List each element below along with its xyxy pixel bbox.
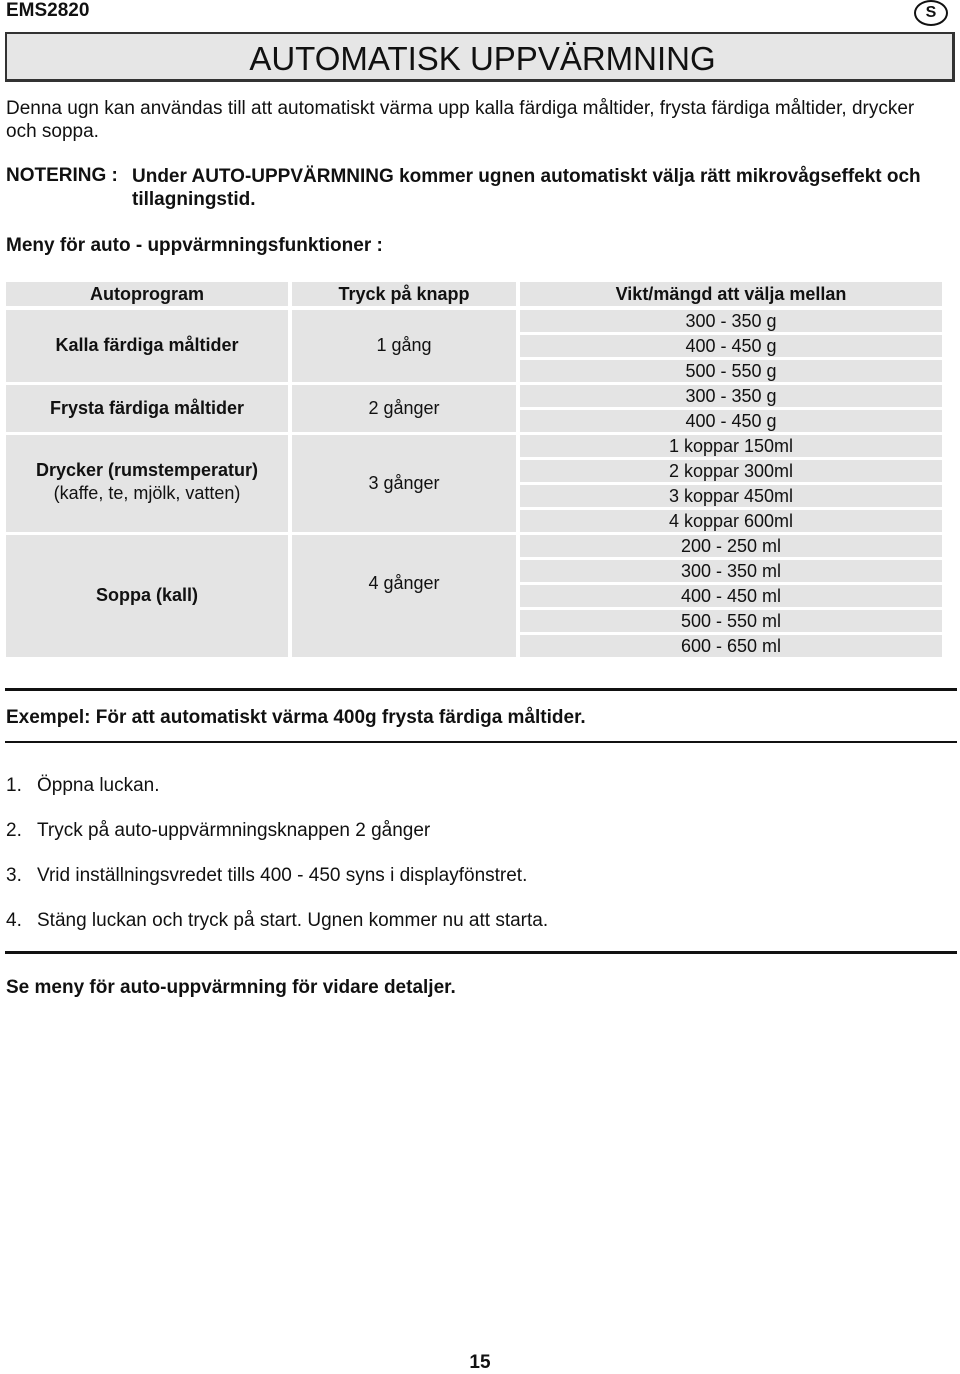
table-cell-amount: 500 - 550 ml	[520, 610, 942, 632]
language-badge: S	[914, 0, 948, 26]
table-cell-amount: 2 koppar 300ml	[520, 460, 942, 482]
menu-heading: Meny för auto - uppvärmningsfunktioner :	[6, 235, 383, 256]
table-header-cell: Autoprogram	[6, 282, 288, 306]
page-title: AUTOMATISK UPPVÄRMNING	[249, 40, 716, 77]
table-cell-amount: 300 - 350 g	[520, 310, 942, 332]
table-header-cell: Tryck på knapp	[292, 282, 516, 306]
table-cell-amount: 600 - 650 ml	[520, 635, 942, 657]
intro-paragraph: Denna ugn kan användas till att automatiskt värma upp kalla färdiga måltider, frysta färdiga måltider, drycker och soppa.	[6, 98, 915, 142]
note-label: NOTERING :	[6, 165, 118, 186]
divider	[5, 741, 957, 743]
table-cell-amount: 400 - 450 ml	[520, 585, 942, 607]
divider	[5, 951, 957, 954]
title-box	[5, 32, 955, 82]
table-cell-press: 2 gånger	[292, 385, 516, 432]
table-cell-amount: 1 koppar 150ml	[520, 435, 942, 457]
table-cell-amount: 400 - 450 g	[520, 410, 942, 432]
divider	[5, 688, 957, 691]
table-cell-amount: 200 - 250 ml	[520, 535, 942, 557]
table-cell-press: 3 gånger	[292, 435, 516, 532]
example-heading: Exempel: För att automatiskt värma 400g frysta färdiga måltider.	[6, 707, 586, 728]
table-cell-amount: 500 - 550 g	[520, 360, 942, 382]
table-cell-program: Drycker (rumstemperatur) (kaffe, te, mjölk, vatten)	[6, 435, 288, 532]
table-cell-press: 4 gånger	[292, 535, 516, 657]
table-cell-amount: 3 koppar 450ml	[520, 485, 942, 507]
table-header-cell: Vikt/mängd att välja mellan	[520, 282, 942, 306]
step-item: 3. Vrid inställningsvredet tills 400 - 450 syns i displayfönstret.	[6, 865, 528, 886]
table-cell-amount: 300 - 350 g	[520, 385, 942, 407]
table-cell-amount: 400 - 450 g	[520, 335, 942, 357]
table-cell-amount: 4 koppar 600ml	[520, 510, 942, 532]
table-cell-program: Soppa (kall)	[6, 535, 288, 657]
table-cell-program: Frysta färdiga måltider	[6, 385, 288, 432]
step-item: 2. Tryck på auto-uppvärmningsknappen 2 gånger	[6, 820, 431, 841]
table-cell-amount: 300 - 350 ml	[520, 560, 942, 582]
table-cell-press: 1 gång	[292, 310, 516, 382]
step-item: 4. Stäng luckan och tryck på start. Ugnen kommer nu att starta.	[6, 910, 549, 931]
step-item: 1. Öppna luckan.	[6, 775, 160, 796]
note-text: Under AUTO-UPPVÄRMNING kommer ugnen automatiskt välja rätt mikrovågseffekt och tillagningstid.	[132, 166, 921, 210]
model-label: EMS2820	[6, 0, 90, 21]
table-cell-program: Kalla färdiga måltider	[6, 310, 288, 382]
see-more-note: Se meny för auto-uppvärmning för vidare detaljer.	[6, 977, 456, 998]
page-number: 15	[469, 1352, 491, 1373]
